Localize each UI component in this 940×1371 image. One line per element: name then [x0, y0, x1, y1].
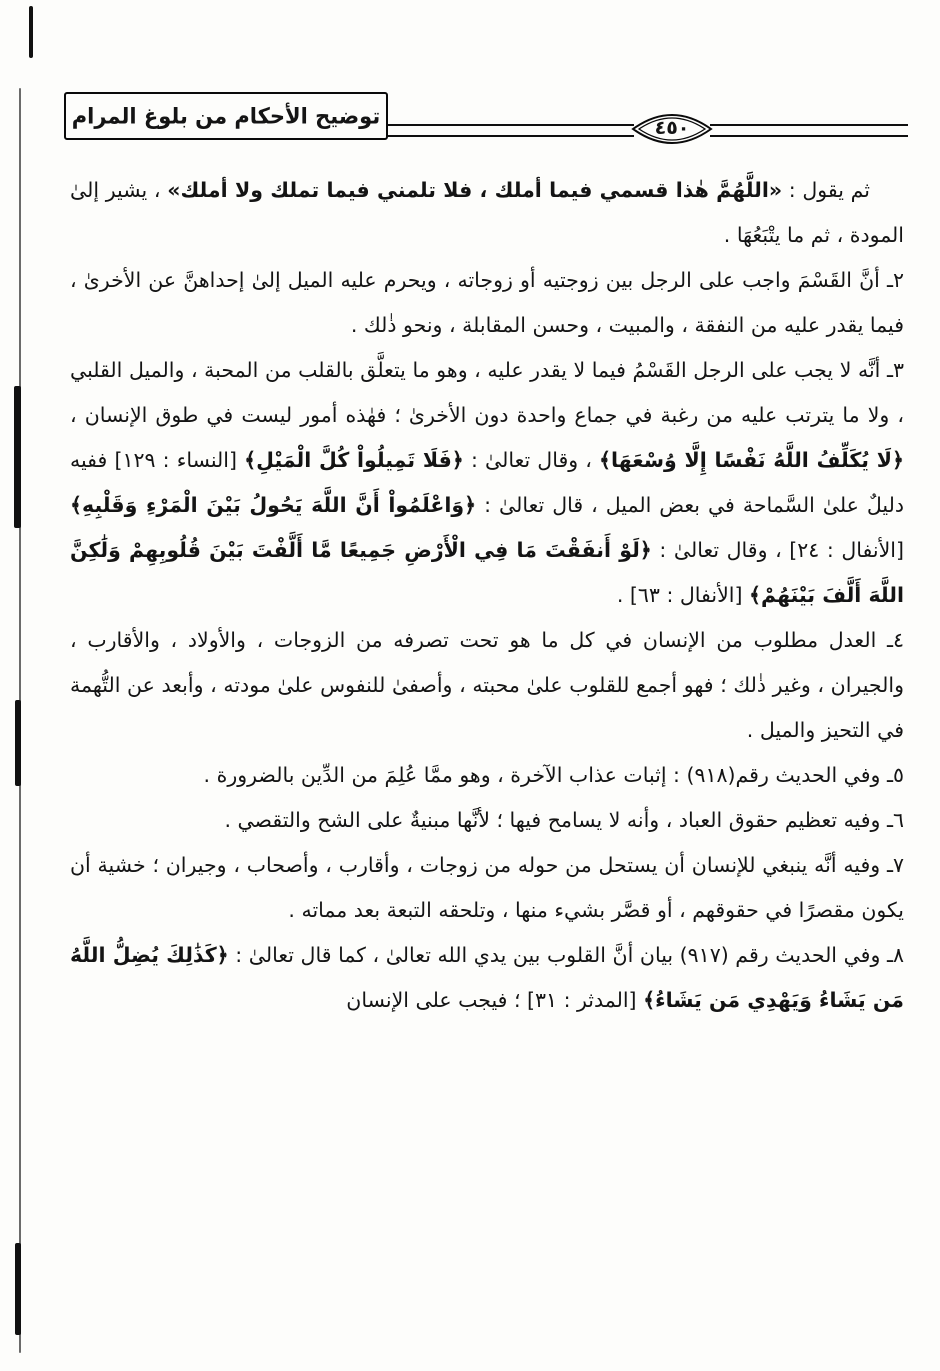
- page-body: [70, 168, 904, 1023]
- paragraph: [70, 933, 904, 1023]
- paragraph: [70, 798, 904, 843]
- paragraph-text: ٧ـ وفيه أنَّه ينبغي للإنسان أن يستحل من حوله من زوجات ، وأقارب ، وأصحاب ، وجيران ؛ خشية أن يكون مقصرًا في حقوقهم ، أو قصَّر بشيء منها ، وتلحقه التبعة بعد مماته .: [70, 853, 904, 922]
- paragraph-text: [الأنفال : ٢٤] ، وقال تعالىٰ :: [651, 538, 904, 562]
- paragraph-text: ، يشير إلىٰ المودة ، ثم ما يتْبَعُهَا .: [70, 178, 904, 247]
- paragraph-text: ٣ـ أنَّه لا يجب على الرجل القَسْمُ فيما لا يقدر عليه ، وهو ما يتعلَّق بالقلب من المحبة ، والميل القلبي ، ولا ما يترتب عليه من رغبة في جماع واحدة دون الأخرىٰ ؛ فهٰذه أمور ليست في طوق الإنسان ،: [70, 358, 904, 427]
- scan-artifact: [15, 700, 21, 786]
- header-rule-right: [710, 124, 908, 137]
- paragraph: [70, 348, 904, 618]
- hadith-quote: «اللَّهُمَّ هٰذا قسمي فيما أملك ، فلا تلمني فيما تملك ولا أملك»: [167, 178, 783, 202]
- quran-verse: ﴿لَوْ أَنفَقْتَ مَا فِي الْأَرْضِ جَمِيعًا مَّا أَلَّفْتَ بَيْنَ قُلُوبِهِمْ وَلَٰكِنَّ اللَّهَ أَلَّفَ بَيْنَهُمْ﴾: [70, 538, 904, 607]
- paragraph: [70, 168, 904, 258]
- quran-verse: ﴿وَاعْلَمُواْ أَنَّ اللَّهَ يَحُولُ بَيْنَ الْمَرْءِ وَقَلْبِهِ﴾: [70, 493, 477, 517]
- paragraph-text: ٥ـ وفي الحديث رقم(٩١٨) : إثبات عذاب الآخرة ، وهو ممَّا عُلِمَ من الدِّين بالضرورة .: [203, 763, 904, 787]
- paragraph: [70, 258, 904, 348]
- paragraph: [70, 843, 904, 933]
- quran-verse: ﴿لَا يُكَلِّفُ اللَّهُ نَفْسًا إِلَّا وُسْعَهَا﴾: [599, 448, 905, 472]
- paragraph-text: ٤ـ العدل مطلوب من الإنسان في كل ما هو تحت تصرفه من الزوجات ، والأولاد ، والأقارب ، والجيران ، وغير ذٰلك ؛ فهو أجمع للقلوب علىٰ محبته ، وأصفىٰ للنفوس علىٰ مودته ، وأبعد عن التُّهمة في التحيز والميل .: [70, 628, 904, 742]
- paragraph-text: ، وقال تعالىٰ :: [463, 448, 600, 472]
- paragraph-text: [المدثر : ٣١] ؛ فيجب على الإنسان: [346, 988, 644, 1012]
- paragraph-text: ٨ـ وفي الحديث رقم (٩١٧) بيان أنَّ القلوب بين يدي الله تعالىٰ ، كما قال تعالىٰ :: [228, 943, 904, 967]
- paragraph-text: [الأنفال : ٦٣] .: [616, 583, 749, 607]
- paragraph-text: ٦ـ وفيه تعظيم حقوق العباد ، وأنه لا يسامح فيها ؛ لأنَّها مبنيةٌ على الشح والتقصي .: [224, 808, 904, 832]
- quran-verse: ﴿فَلَا تَمِيلُواْ كُلَّ الْمَيْلِ﴾: [244, 448, 464, 472]
- book-title: توضيح الأحكام من بلوغ المرام: [71, 103, 381, 129]
- scan-artifact: [15, 1243, 21, 1335]
- header-rule-left: [388, 124, 634, 137]
- page-number-ornament: [630, 108, 714, 150]
- paragraph: [70, 753, 904, 798]
- scan-artifact: [14, 386, 21, 528]
- paragraph-text: [النساء : ١٢٩] ففيه دليلٌ علىٰ السَّماحة في بعض الميل ، قال تعالىٰ :: [70, 448, 904, 517]
- quran-verse: ﴿كَذَٰلِكَ يُضِلُّ اللَّهُ مَن يَشَاءُ وَيَهْدِي مَن يَشَاءُ﴾: [70, 943, 904, 1012]
- page-number: ٤٥٠: [654, 117, 690, 139]
- scan-artifact: [29, 6, 33, 58]
- paragraph-text: ٢ـ أنَّ القَسْمَ واجب على الرجل بين زوجتيه أو زوجاته ، ويحرم عليه الميل إلىٰ إحداهنَّ عن الأخرىٰ ، فيما يقدر عليه من النفقة ، والمبيت ، وحسن المقابلة ، ونحو ذٰلك .: [70, 268, 904, 337]
- paragraph: [70, 618, 904, 753]
- paragraph-text: ثم يقول :: [782, 178, 870, 202]
- book-title-box: [64, 92, 388, 140]
